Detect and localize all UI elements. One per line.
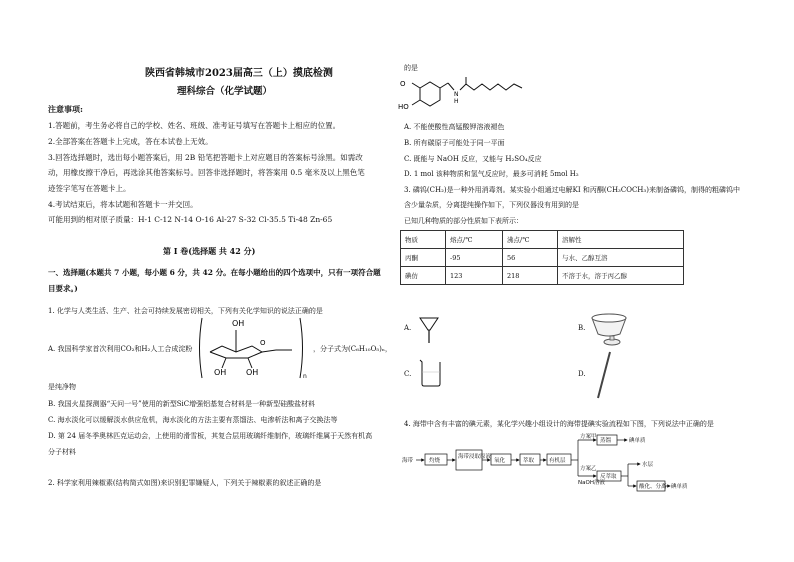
- capsaicin-n-label: N: [454, 91, 459, 98]
- q3-option-d-label: D.: [578, 370, 586, 378]
- flow-distill: 蒸馏: [600, 438, 612, 444]
- exam-subtitle: 理科综合（化学试题）: [177, 86, 273, 97]
- section-instruction: 目要求。): [48, 284, 78, 293]
- q3-table-caption: 已知几种物质的部分性质如下表所示：: [404, 217, 523, 225]
- notice-item: 动，用橡皮擦干净后，再选涂其他答案标号。回答非选择题时，将答案用 0.5 毫米及以上黑色笔: [48, 168, 365, 177]
- table-row: [401, 267, 684, 285]
- notice-item: 1.答题前，考生务必将自己的学校、姓名、班级、准考证号填写在答题卡上相应的位置。: [48, 121, 341, 130]
- q1-option-c: C. 海水淡化可以缓解淡水供应危机，海水淡化的方法主要有蒸馏法、电渗析法和离子交换法等: [48, 416, 338, 424]
- notice-item: 迹签字笔写在答题卡上。: [48, 184, 131, 193]
- q1-option-a-cont: 是纯净物: [48, 383, 76, 391]
- funnel-icon: [418, 316, 440, 344]
- table-header-cell: 熔点/℃: [446, 231, 503, 249]
- q1-stem: 1. 化学与人类生活、生产、社会可持续发展密切相关，下列有关化学知识的说法正确的是: [48, 307, 323, 315]
- q1-option-a-formula: ，分子式为(C₆H₁₀O₅)ₙ，: [313, 345, 392, 353]
- flow-ash: 灼烧: [429, 458, 441, 464]
- section-instruction: 一、选择题(本题共 7 小题，每小题 6 分，共 42 分。在每小题给出的四个选项中，只有一项符合题: [48, 268, 381, 277]
- q3-option-c-label: C.: [404, 370, 412, 378]
- table-cell: 218: [503, 267, 558, 285]
- notice-item: 4.考试结束后，将本试题和答题卡一并交回。: [48, 200, 198, 209]
- section-title: 第 I 卷(选择题 共 42 分): [163, 246, 256, 256]
- q1-option-b: B. 我国火星探测器“天问一号”使用的新型SiC增强铝基复合材料是一种新型硅酸盐材料: [48, 400, 316, 408]
- table-cell: -95: [446, 249, 503, 267]
- property-table: [400, 230, 684, 285]
- q3-option-b-label: B.: [578, 324, 586, 332]
- capsaicin-o-label: O: [400, 80, 406, 88]
- table-header-row: [401, 231, 684, 249]
- flow-extract2: 萃取: [523, 458, 535, 464]
- flow-extract: 海带浸取原液: [458, 454, 492, 460]
- capsaicin-ho-label: HO: [398, 103, 409, 111]
- notice-item: 3.回答选择题时，选出每小题答案后，用 2B 铅笔把答题卡上对应题目的答案标号涂黑。如需改: [48, 153, 363, 162]
- iodine-extraction-flowchart: [400, 432, 692, 492]
- flow-plan-a: 方案甲: [580, 434, 597, 440]
- notice-item: 2.全部答案在答题卡上完成，答在本试卷上无效。: [48, 137, 213, 146]
- flow-organic: 有机层: [549, 458, 566, 464]
- glass-rod-icon: [592, 350, 616, 400]
- exam-title: 陕西省韩城市2023届高三（上）摸底检测: [145, 68, 333, 79]
- flow-naoh: NaOH溶液: [578, 480, 605, 486]
- q1-option-d-cont: 分子材料: [48, 448, 76, 456]
- q2-option-c: C. 既能与 NaOH 反应，又能与 H₂SO₄反应: [404, 155, 542, 163]
- table-cell: 丙酮: [401, 249, 446, 267]
- starch-oh-top: OH: [232, 319, 245, 328]
- flow-water: 水层: [642, 462, 654, 468]
- flow-acid: 酸化、分离: [639, 484, 667, 490]
- table-header-cell: 溶解性: [558, 231, 684, 249]
- q2-option-b: B. 所有碳原子可能处于同一平面: [404, 139, 505, 147]
- starch-oxygen: O: [260, 339, 266, 347]
- q2-continuation: 的是: [404, 64, 418, 72]
- q2-stem: 2. 科学家利用辣椒素(结构简式如图)来识别犯罪嫌疑人，下列关于辣椒素的叙述正确的是: [48, 479, 322, 487]
- flow-product: 碘单质: [671, 484, 688, 490]
- q3-option-a-label: A.: [404, 324, 412, 332]
- q2-option-d: D. 1 mol 该种物质和氢气反应时，最多可消耗 5mol H₂: [404, 170, 579, 178]
- flow-back: 反萃取: [600, 474, 617, 480]
- starch-subscript: n: [303, 373, 307, 380]
- starch-structure-diagram: [196, 316, 314, 380]
- capsaicin-h-label: H: [454, 98, 459, 105]
- flow-oxidize: 氧化: [494, 458, 506, 464]
- table-cell: 56: [503, 249, 558, 267]
- table-cell: 123: [446, 267, 503, 285]
- table-cell: 碘仿: [401, 267, 446, 285]
- flow-start: 海带: [402, 458, 414, 464]
- flow-crude: 碘单质: [629, 438, 646, 444]
- capsaicin-structure-diagram: [398, 76, 528, 114]
- starch-oh-left: OH: [214, 368, 227, 377]
- beaker-icon: [418, 358, 442, 388]
- table-cell: 与水、乙醇互溶: [558, 249, 684, 267]
- flow-plan-b: 方案乙: [580, 466, 597, 472]
- q2-option-a: A. 不能使酸性高锰酸钾溶液褪色: [404, 123, 505, 131]
- q3-stem: 3. 磷钨(CH₂)是一种外用消毒剂。某实验小组通过电解KI 和丙酮(CH₃COCH₃)来制备磷钨，制得的粗磷钨中: [404, 186, 740, 194]
- table-header-cell: 沸点/℃: [503, 231, 558, 249]
- starch-oh-bottom: OH: [246, 368, 259, 377]
- notice-heading: 注意事项:: [48, 104, 83, 114]
- table-cell: 不溶于水，溶于丙乙醇: [558, 267, 684, 285]
- table-header-cell: 物质: [401, 231, 446, 249]
- q1-option-d: D. 第 24 届冬季奥林匹克运动会，上使用的滑雪板，其复合层用玻璃纤维制作，玻璃纤维属于天然有机高: [48, 432, 373, 440]
- q1-option-a: A. 我国科学家首次利用CO₂和H₂人工合成淀粉: [48, 345, 193, 353]
- atomic-masses: 可能用到的相对原子质量：H-1 C-12 N-14 O-16 Al-27 S-32 Cl-35.5 Ti-48 Zn-65: [48, 215, 333, 224]
- crucible-icon: [590, 310, 630, 346]
- table-row: [401, 249, 684, 267]
- q3-stem-cont: 含少量杂质，分离提纯操作如下，下列仪器没有用到的是: [404, 201, 579, 209]
- q4-stem: 4. 海带中含有丰富的碘元素，某化学兴趣小组设计的海带提碘实验流程如下图，下列说法中正确的是: [404, 420, 714, 428]
